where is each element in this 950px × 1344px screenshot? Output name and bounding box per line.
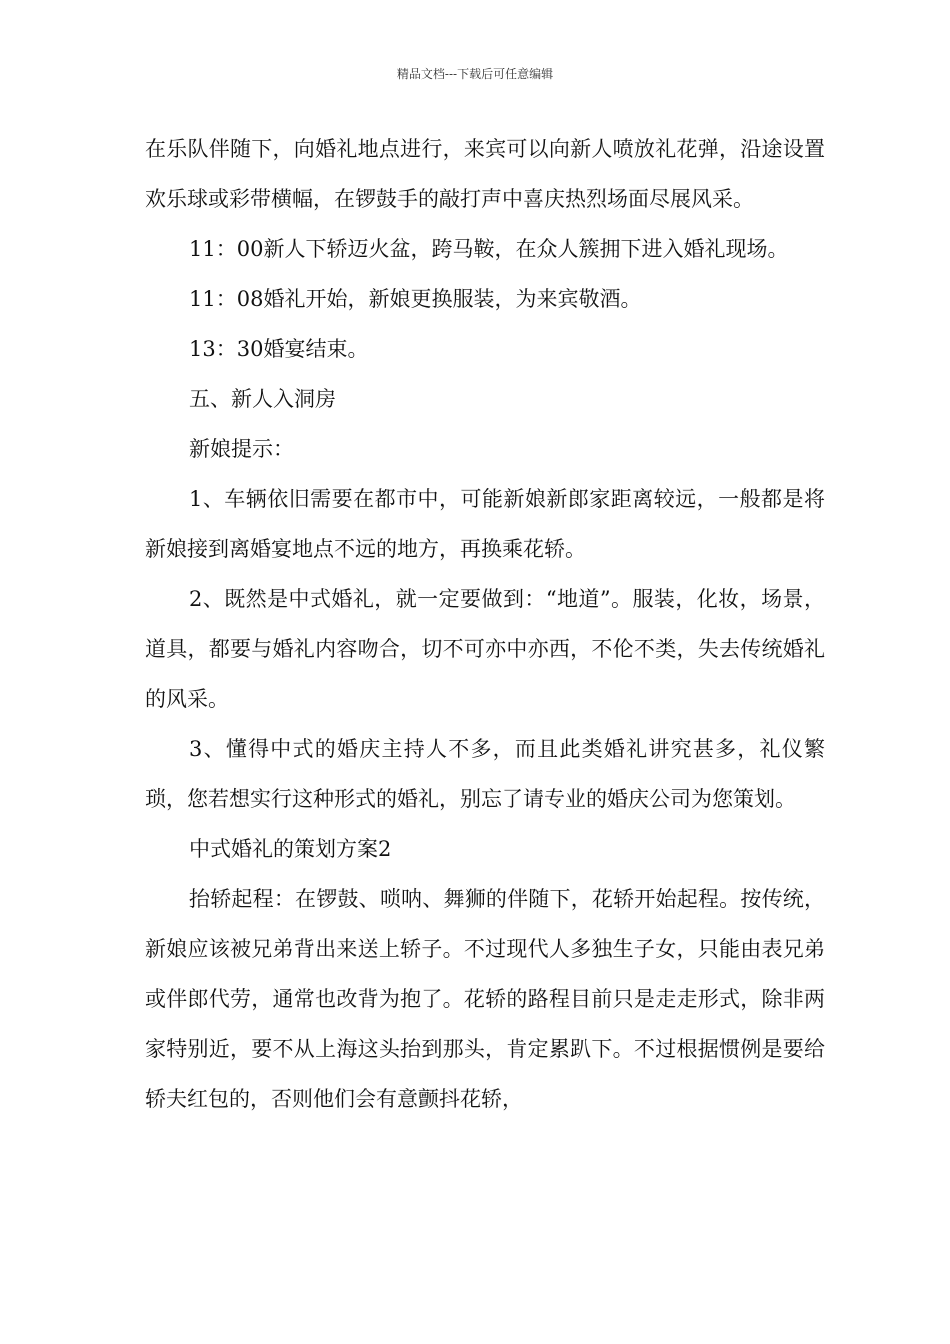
plan-2-title: 中式婚礼的策划方案2 [189,837,392,861]
bride-tips-heading: 新娘提示： [189,437,294,461]
paragraph-procession: 在乐队伴随下，向婚礼地点进行，来宾可以向新人喷放礼花弹，沿途设置欢乐球或彩带横幅，在锣鼓手的敲打声中喜庆热烈场面尽展风采。 [145,137,825,211]
tip-1: 1、车辆依旧需要在都市中，可能新娘新郎家距离较远，一般都是将新娘接到离婚宴地点不远的地方，再换乘花轿。 [145,487,825,561]
paragraph-sedan-departure: 抬轿起程：在锣鼓、唢呐、舞狮的伴随下，花轿开始起程。按传统，新娘应该被兄弟背出来送上轿子。不过现代人多独生子女，只能由表兄弟或伴郎代劳，通常也改背为抱了。花轿的路程目前只是走走形式，除非两家特别近，要不从上海这头抬到那头，肯定累趴下。不过根据惯例是要给轿夫红包的，否则他们会有意颤抖花轿， [145,887,825,1111]
page-header: 精品文档---下载后可任意编辑 [396,67,554,81]
paragraph-time-1330: 13：30婚宴结束。 [189,337,369,361]
paragraph-time-1108: 11：08婚礼开始，新娘更换服装，为来宾敬酒。 [189,287,642,311]
tip-3: 3、懂得中式的婚庆主持人不多，而且此类婚礼讲究甚多，礼仪繁琐，您若想实行这种形式的婚礼，别忘了请专业的婚庆公司为您策划。 [145,737,825,811]
tip-2: 2、既然是中式婚礼，就一定要做到：“地道”。服装，化妆，场景，道具，都要与婚礼内容吻合，切不可亦中亦西，不伦不类，失去传统婚礼的风采。 [145,587,825,711]
section-heading-5: 五、新人入洞房 [189,387,336,411]
document-body [145,124,825,1124]
paragraph-time-1100: 11：00新人下轿迈火盆，跨马鞍，在众人簇拥下进入婚礼现场。 [189,237,789,261]
